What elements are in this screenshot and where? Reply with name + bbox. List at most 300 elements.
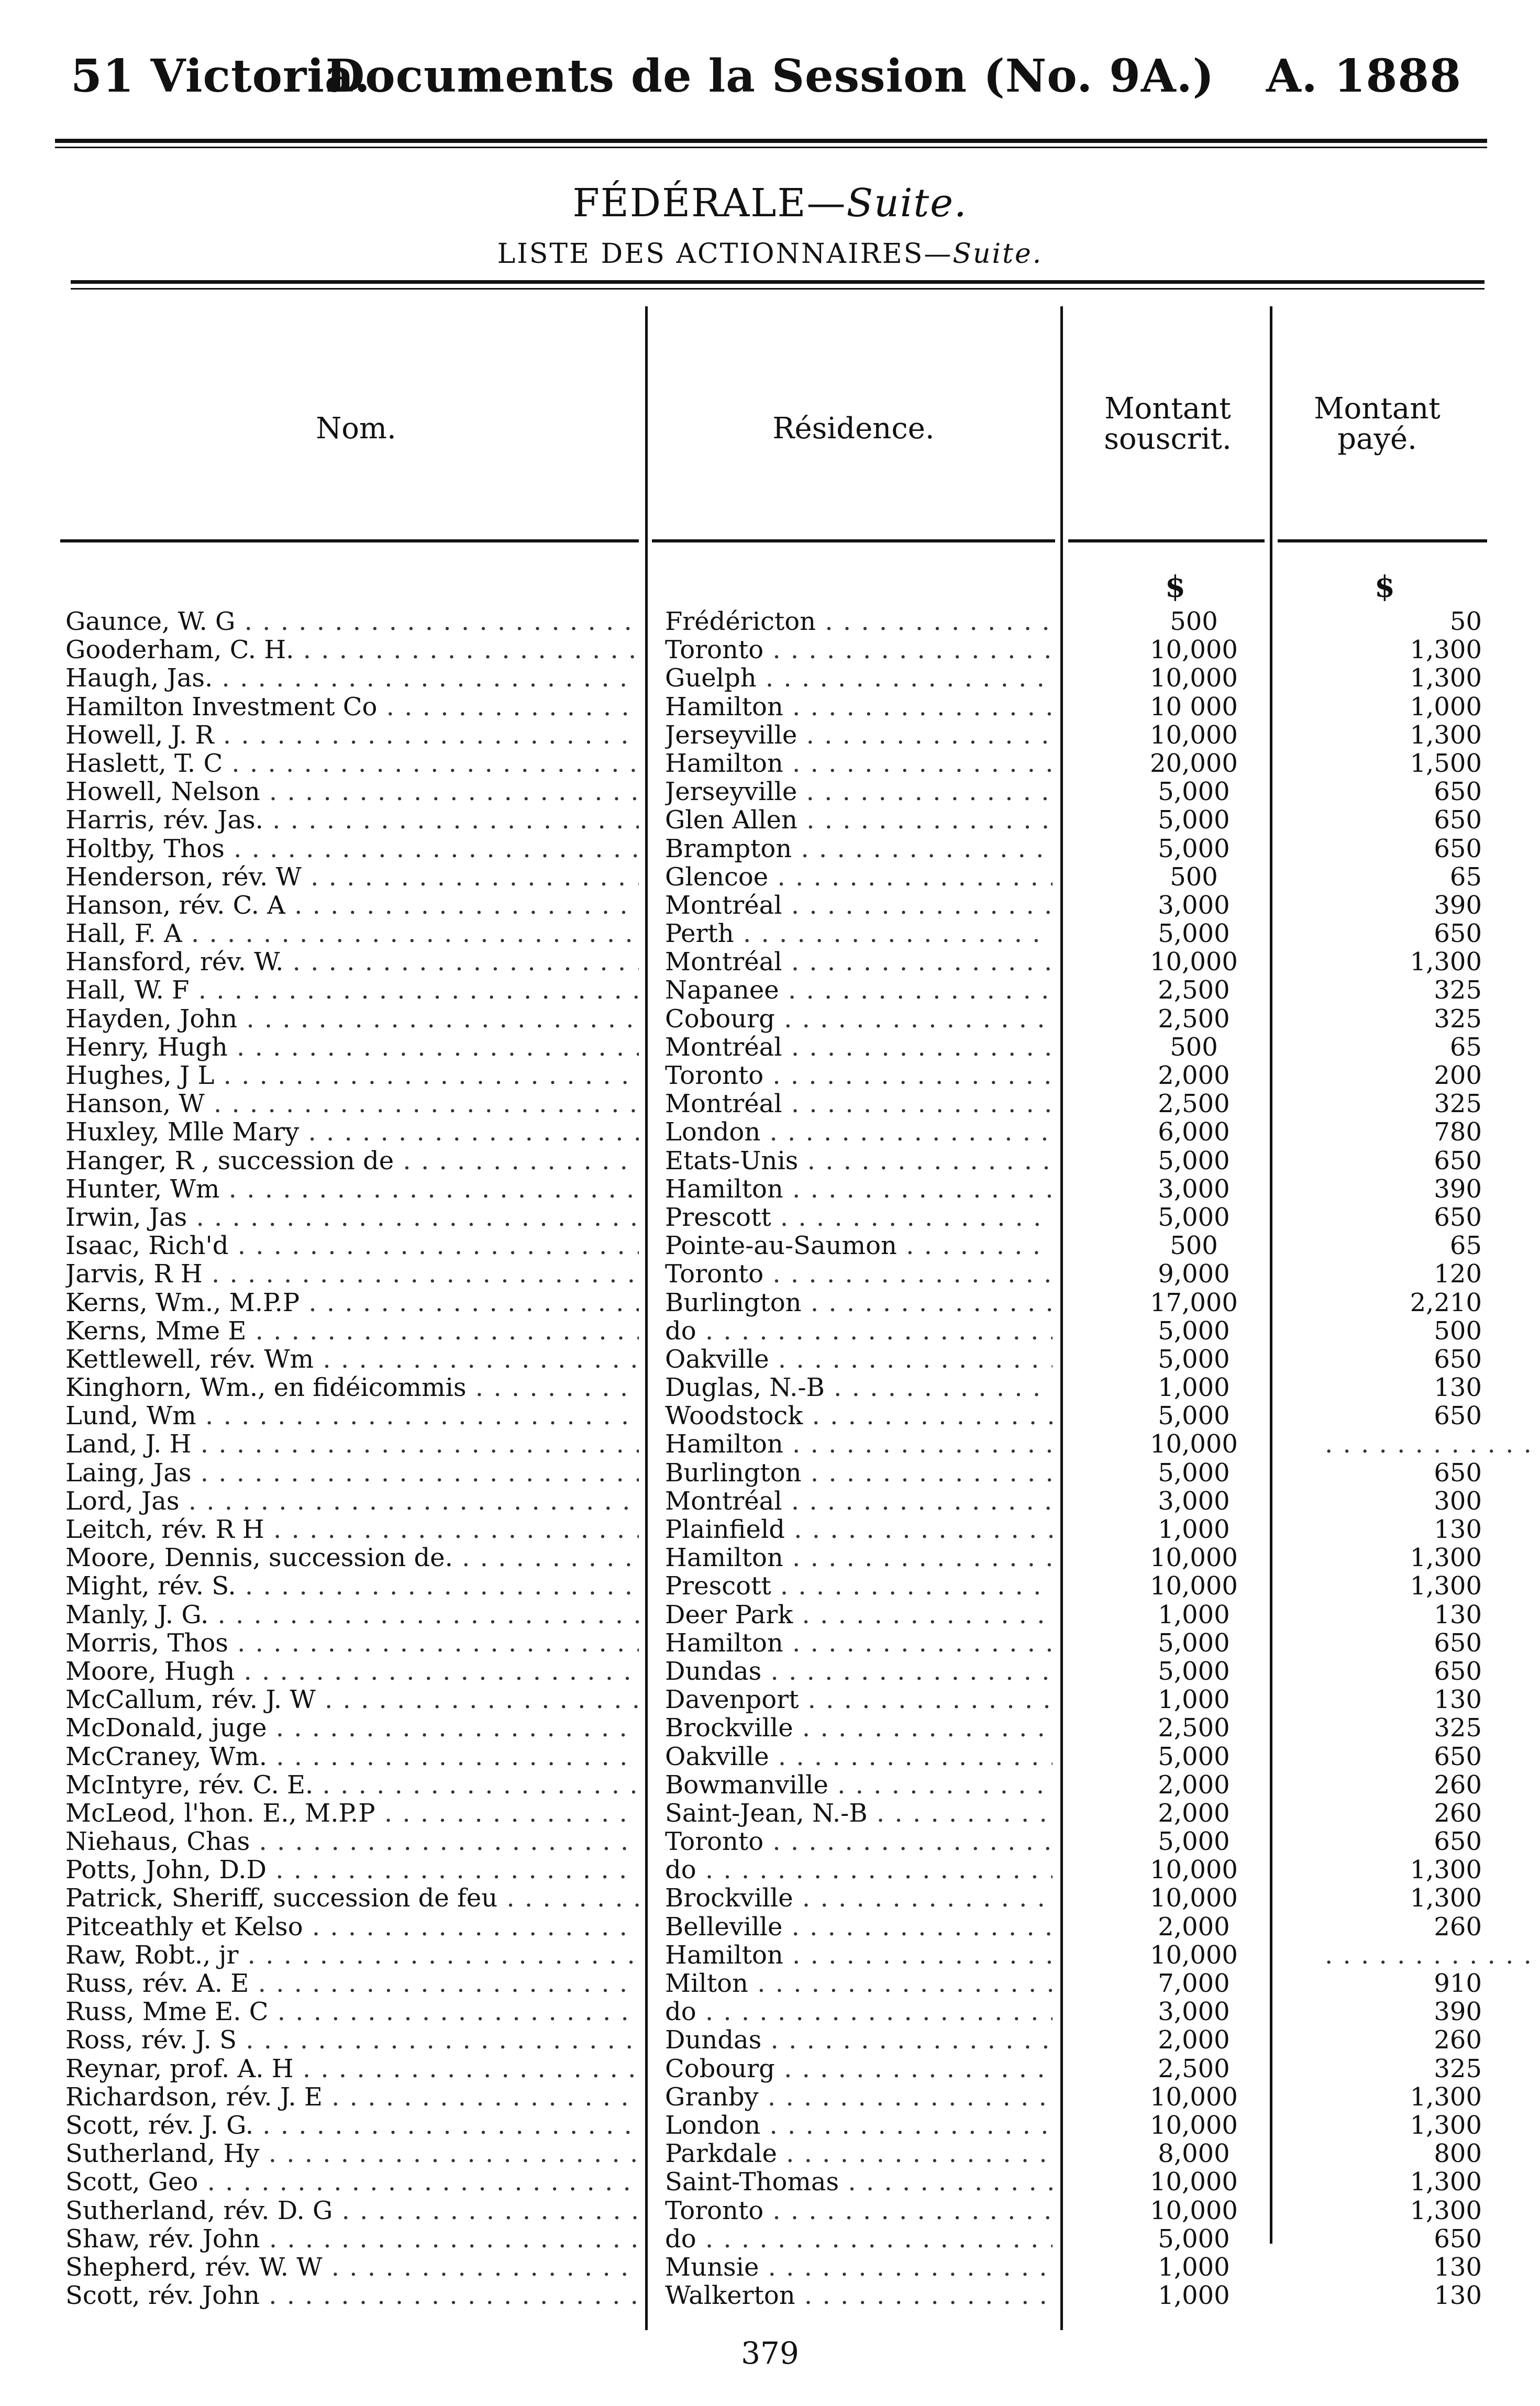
- amount-paid: 130: [1434, 2252, 1482, 2282]
- amount-paid: 1,300: [1410, 1543, 1482, 1573]
- table-row: [0, 1402, 1540, 1430]
- table-row: [0, 919, 1540, 948]
- table-row: [0, 1345, 1540, 1373]
- amount-paid: 1,300: [1410, 663, 1482, 693]
- table-row: [0, 1686, 1540, 1714]
- shareholder-name: Scott, Geo . . .: [65, 2168, 639, 2196]
- shareholder-name: Might, rév. S. . . .: [65, 1572, 639, 1600]
- shareholder-name: Henderson, rév. W . . .: [65, 863, 639, 891]
- shareholder-residence: London . . .: [665, 1118, 1052, 1146]
- shareholder-name: McDonald, juge . . .: [65, 1714, 639, 1742]
- shareholder-residence: Glen Allen . . .: [665, 806, 1052, 834]
- header-rule-thick: [55, 139, 1487, 143]
- shareholder-name: Hunter, Wm . . .: [65, 1175, 639, 1203]
- section-title-text: FÉDÉRALE—: [572, 181, 847, 226]
- column-header-souscrit-line2: souscrit.: [1104, 422, 1232, 456]
- amount-subscribed: 2,500: [1158, 975, 1230, 1005]
- shareholder-name: Niehaus, Chas . . .: [65, 1827, 639, 1856]
- table-row: [0, 607, 1540, 636]
- shareholder-name: Irwin, Jas . . .: [65, 1203, 639, 1232]
- table-row: [0, 1998, 1540, 2026]
- shareholder-residence: Hamilton . . .: [665, 1175, 1052, 1203]
- shareholder-residence: Saint-Jean, N.-B . . .: [665, 1799, 1052, 1827]
- amount-subscribed: 500: [1170, 1231, 1218, 1261]
- amount-subscribed: 3,000: [1158, 1997, 1230, 2027]
- table-row: [0, 1005, 1540, 1033]
- amount-subscribed: 500: [1170, 862, 1218, 892]
- amount-paid: 325: [1434, 1004, 1482, 1034]
- column-header-nom: Nom.: [316, 412, 396, 446]
- shareholder-residence: London . . .: [665, 2111, 1052, 2139]
- amount-paid: 1,300: [1410, 720, 1482, 750]
- table-row: [0, 1544, 1540, 1572]
- shareholder-residence: Toronto . . .: [665, 2197, 1052, 2225]
- table-row: [0, 778, 1540, 806]
- amount-subscribed: 1,000: [1158, 1373, 1230, 1403]
- column-header-paye-line1: Montant: [1314, 392, 1441, 426]
- amount-paid: 650: [1434, 805, 1482, 835]
- shareholder-name: Reynar, prof. A. H . . .: [65, 2055, 639, 2083]
- table-row: [0, 693, 1540, 721]
- column-header-paye: [1288, 394, 1466, 454]
- amount-subscribed: 2,500: [1158, 2054, 1230, 2083]
- table-row: [0, 1629, 1540, 1657]
- table-row: [0, 2026, 1540, 2054]
- section-subtitle: [0, 238, 1540, 270]
- shareholder-residence: Brockville . . .: [665, 1714, 1052, 1742]
- shareholder-name: Morris, Thos . . .: [65, 1629, 639, 1657]
- amount-subscribed: 10,000: [1150, 2082, 1238, 2112]
- table-row: [0, 1771, 1540, 1799]
- shareholder-residence: Jerseyville . . .: [665, 778, 1052, 806]
- table-row: [0, 1203, 1540, 1232]
- shareholder-name: Hanson, W . . .: [65, 1090, 639, 1118]
- table-row: [0, 891, 1540, 919]
- amount-paid: 260: [1434, 1770, 1482, 1800]
- shareholder-name: Russ, rév. A. E . . .: [65, 1969, 639, 1998]
- table-row: [0, 1289, 1540, 1317]
- shareholder-name: McLeod, l'hon. E., M.P.P . . .: [65, 1799, 639, 1827]
- amount-paid: 1,300: [1410, 1855, 1482, 1885]
- amount-subscribed: 8,000: [1158, 2139, 1230, 2169]
- amount-paid: 65: [1449, 862, 1482, 892]
- shareholder-name: Hayden, John . . .: [65, 1005, 639, 1033]
- amount-paid: 1,000: [1410, 692, 1482, 722]
- header-rule-thin: [55, 147, 1487, 148]
- table-row: [0, 1175, 1540, 1203]
- shareholder-residence: Hamilton . . .: [665, 749, 1052, 778]
- shareholder-residence: Cobourg . . .: [665, 1005, 1052, 1033]
- shareholder-name: Laing, Jas . . .: [65, 1459, 639, 1487]
- shareholder-name: Manly, J. G. . . .: [65, 1601, 639, 1629]
- amount-paid: 650: [1434, 1827, 1482, 1857]
- amount-paid: [1325, 1430, 1482, 1458]
- shareholder-name: Hanger, R , succession de . . .: [65, 1147, 639, 1175]
- amount-subscribed: 5,000: [1158, 805, 1230, 835]
- amount-paid: 650: [1434, 1401, 1482, 1431]
- amount-subscribed: 500: [1170, 607, 1218, 636]
- shareholder-name: Gooderham, C. H. . . .: [65, 636, 639, 664]
- amount-subscribed: 10,000: [1150, 947, 1238, 977]
- amount-subscribed: 10,000: [1150, 1543, 1238, 1573]
- shareholder-name: Raw, Robt., jr . . .: [65, 1941, 639, 1969]
- amount-paid: 50: [1449, 607, 1482, 636]
- shareholder-residence: Frédéricton . . .: [665, 607, 1052, 636]
- amount-paid: 130: [1434, 1373, 1482, 1403]
- header-left: 51 Victoria.: [71, 50, 371, 103]
- shareholder-residence: Montréal . . .: [665, 1033, 1052, 1061]
- shareholder-name: Russ, Mme E. C . . .: [65, 1998, 639, 2026]
- amount-subscribed: 3,000: [1158, 1174, 1230, 1204]
- table-row: [0, 1061, 1540, 1090]
- shareholder-residence: do . . .: [665, 2225, 1052, 2253]
- shareholder-residence: Prescott . . .: [665, 1572, 1052, 1600]
- shareholder-residence: Hamilton . . .: [665, 1544, 1052, 1572]
- table-row: [0, 806, 1540, 834]
- amount-subscribed: 3,000: [1158, 890, 1230, 920]
- amount-subscribed: 2,500: [1158, 1004, 1230, 1034]
- table-row: [0, 721, 1540, 749]
- table-row: [0, 1572, 1540, 1600]
- table-row: [0, 1459, 1540, 1487]
- amount-subscribed: 2,500: [1158, 1713, 1230, 1743]
- section-subtitle-suffix: Suite.: [952, 238, 1043, 270]
- shareholder-residence: Toronto . . .: [665, 1827, 1052, 1856]
- amount-subscribed: 10,000: [1150, 663, 1238, 693]
- table-row: [0, 976, 1540, 1004]
- amount-subscribed: 7,000: [1158, 1969, 1230, 1998]
- shareholder-table-body: [0, 607, 1540, 2310]
- shareholder-residence: Plainfield . . .: [665, 1515, 1052, 1544]
- amount-paid: 325: [1434, 1713, 1482, 1743]
- shareholder-residence: Montréal . . .: [665, 1487, 1052, 1515]
- shareholder-residence: Guelph . . .: [665, 664, 1052, 692]
- shareholder-name: Huxley, Mlle Mary . . .: [65, 1118, 639, 1146]
- shareholder-name: Haslett, T. C . . .: [65, 749, 639, 778]
- currency-symbol-souscrit: $: [1165, 570, 1186, 604]
- shareholder-name: Holtby, Thos . . .: [65, 835, 639, 863]
- shareholder-residence: Toronto . . .: [665, 636, 1052, 664]
- table-top-rule-thin: [71, 288, 1484, 290]
- section-subtitle-text: LISTE DES ACTIONNAIRES—: [497, 238, 953, 270]
- shareholder-residence: Bowmanville . . .: [665, 1771, 1052, 1799]
- amount-paid: 780: [1434, 1117, 1482, 1147]
- table-row: [0, 1090, 1540, 1118]
- shareholder-residence: Jerseyville . . .: [665, 721, 1052, 749]
- amount-subscribed: 10,000: [1150, 2110, 1238, 2140]
- table-row: [0, 2281, 1540, 2310]
- shareholder-name: Harris, rév. Jas. . . .: [65, 806, 639, 834]
- shareholder-residence: Milton . . .: [665, 1969, 1052, 1998]
- shareholder-residence: Parkdale . . .: [665, 2139, 1052, 2168]
- shareholder-residence: Hamilton . . .: [665, 1629, 1052, 1657]
- amount-paid: 650: [1434, 1458, 1482, 1488]
- amount-paid: 500: [1434, 1316, 1482, 1346]
- table-row: [0, 1118, 1540, 1146]
- amount-paid: 910: [1434, 1969, 1482, 1998]
- shareholder-name: Leitch, rév. R H . . .: [65, 1515, 639, 1544]
- amount-paid: 650: [1434, 777, 1482, 807]
- amount-subscribed: 1,000: [1158, 2252, 1230, 2282]
- shareholder-name: Hall, F. A . . .: [65, 919, 639, 948]
- shareholder-residence: do . . .: [665, 1856, 1052, 1884]
- shareholder-name: Kerns, Mme E . . .: [65, 1317, 639, 1345]
- amount-paid: 1,300: [1410, 2196, 1482, 2225]
- table-row: [0, 863, 1540, 891]
- amount-subscribed: 5,000: [1158, 1458, 1230, 1488]
- shareholder-residence: do . . .: [665, 1998, 1052, 2026]
- shareholder-residence: Pointe-au-Saumon . . .: [665, 1232, 1052, 1260]
- shareholder-residence: Belleville . . .: [665, 1913, 1052, 1941]
- amount-subscribed: 17,000: [1150, 1288, 1238, 1317]
- amount-paid: 65: [1449, 1231, 1482, 1261]
- amount-paid: 130: [1434, 1685, 1482, 1715]
- amount-paid: 1,300: [1410, 947, 1482, 977]
- table-row: [0, 1743, 1540, 1771]
- section-title: [0, 181, 1540, 226]
- amount-paid: 1,300: [1410, 2082, 1482, 2112]
- amount-subscribed: 2,000: [1158, 1770, 1230, 1800]
- shareholder-name: Richardson, rév. J. E . . .: [65, 2083, 639, 2111]
- shareholder-name: Hanson, rév. C. A . . .: [65, 891, 639, 919]
- shareholder-residence: Oakville . . .: [665, 1743, 1052, 1771]
- column-header-souscrit: [1079, 394, 1257, 454]
- amount-subscribed: 10,000: [1150, 2196, 1238, 2225]
- column-header-souscrit-line1: Montant: [1104, 392, 1231, 426]
- shareholder-name: Shaw, rév. John . . .: [65, 2225, 639, 2253]
- amount-paid: 200: [1434, 1061, 1482, 1090]
- currency-symbol-paye: $: [1375, 570, 1395, 604]
- shareholder-name: Land, J. H . . .: [65, 1430, 639, 1458]
- amount-paid: 300: [1434, 1486, 1482, 1516]
- table-row: [0, 1941, 1540, 1969]
- shareholder-name: Isaac, Rich'd . . .: [65, 1232, 639, 1260]
- amount-subscribed: 5,000: [1158, 1316, 1230, 1346]
- shareholder-name: McCraney, Wm. . . .: [65, 1743, 639, 1771]
- table-row: [0, 1487, 1540, 1515]
- shareholder-residence: Brockville . . .: [665, 1884, 1052, 1912]
- amount-subscribed: 5,000: [1158, 1742, 1230, 1771]
- shareholder-name: Moore, Dennis, succession de. . . .: [65, 1544, 639, 1572]
- shareholder-residence: Munsie . . .: [665, 2253, 1052, 2281]
- table-row: [0, 636, 1540, 664]
- amount-paid: 650: [1434, 919, 1482, 949]
- amount-paid: 390: [1434, 1997, 1482, 2027]
- amount-paid: 390: [1434, 890, 1482, 920]
- table-row: [0, 1827, 1540, 1856]
- amount-subscribed: 2,500: [1158, 1089, 1230, 1119]
- amount-paid: 260: [1434, 2025, 1482, 2055]
- amount-paid: 325: [1434, 2054, 1482, 2083]
- amount-paid: 130: [1434, 1515, 1482, 1544]
- shareholder-residence: Duglas, N.-B . . .: [665, 1373, 1052, 1402]
- amount-subscribed: 5,000: [1158, 834, 1230, 863]
- shareholder-name: Henry, Hugh . . .: [65, 1033, 639, 1061]
- shareholder-name: Jarvis, R H . . .: [65, 1260, 639, 1288]
- shareholder-residence: Saint-Thomas . . .: [665, 2168, 1052, 2196]
- amount-paid: [1325, 1941, 1482, 1969]
- amount-subscribed: 5,000: [1158, 1401, 1230, 1431]
- table-row: [0, 1430, 1540, 1458]
- table-row: [0, 2083, 1540, 2111]
- table-row: [0, 948, 1540, 976]
- shareholder-residence: Hamilton . . .: [665, 693, 1052, 721]
- shareholder-residence: Deer Park . . .: [665, 1601, 1052, 1629]
- shareholder-residence: Montréal . . .: [665, 891, 1052, 919]
- amount-paid: 1,300: [1410, 2167, 1482, 2197]
- table-row: [0, 2139, 1540, 2168]
- table-row: [0, 1657, 1540, 1686]
- shareholder-residence: Dundas . . .: [665, 1657, 1052, 1686]
- shareholder-residence: Montréal . . .: [665, 948, 1052, 976]
- amount-subscribed: 5,000: [1158, 1202, 1230, 1232]
- table-row: [0, 2253, 1540, 2281]
- table-row: [0, 1856, 1540, 1884]
- amount-paid: 1,300: [1410, 1883, 1482, 1913]
- amount-paid: 650: [1434, 1202, 1482, 1232]
- amount-subscribed: 5,000: [1158, 1656, 1230, 1686]
- table-row: [0, 835, 1540, 863]
- page-number: 379: [741, 2335, 799, 2371]
- amount-subscribed: 5,000: [1158, 1146, 1230, 1176]
- shareholder-residence: Oakville . . .: [665, 1345, 1052, 1373]
- column-header-rule-paye: [1278, 539, 1487, 542]
- shareholder-residence: Walkerton . . .: [665, 2281, 1052, 2310]
- shareholder-residence: Granby . . .: [665, 2083, 1052, 2111]
- shareholder-residence: Montréal . . .: [665, 1090, 1052, 1118]
- shareholder-residence: Toronto . . .: [665, 1061, 1052, 1090]
- amount-subscribed: 10,000: [1150, 720, 1238, 750]
- shareholder-name: Pitceathly et Kelso . . .: [65, 1913, 639, 1941]
- shareholder-residence: Brampton . . .: [665, 835, 1052, 863]
- column-header-rule-souscrit: [1068, 539, 1265, 542]
- amount-subscribed: 9,000: [1158, 1259, 1230, 1289]
- table-row: [0, 1714, 1540, 1742]
- shareholder-name: Kinghorn, Wm., en fidéicommis . . .: [65, 1373, 639, 1402]
- amount-paid: 650: [1434, 1742, 1482, 1771]
- amount-subscribed: 5,000: [1158, 919, 1230, 949]
- amount-subscribed: 5,000: [1158, 1827, 1230, 1857]
- shareholder-name: Shepherd, rév. W. W . . .: [65, 2253, 639, 2281]
- amount-paid: 1,300: [1410, 1571, 1482, 1601]
- shareholder-residence: Burlington . . .: [665, 1289, 1052, 1317]
- shareholder-residence: Toronto . . .: [665, 1260, 1052, 1288]
- shareholder-name: Kettlewell, rév. Wm . . .: [65, 1345, 639, 1373]
- amount-subscribed: 10,000: [1150, 635, 1238, 665]
- table-row: [0, 2055, 1540, 2083]
- shareholder-name: Sutherland, Hy . . .: [65, 2139, 639, 2168]
- amount-subscribed: 1,000: [1158, 1685, 1230, 1715]
- amount-subscribed: 1,000: [1158, 2281, 1230, 2311]
- table-row: [0, 1260, 1540, 1288]
- amount-subscribed: 3,000: [1158, 1486, 1230, 1516]
- column-header-rule-nom: [60, 539, 639, 542]
- amount-paid: 260: [1434, 1798, 1482, 1828]
- amount-subscribed: 10,000: [1150, 1883, 1238, 1913]
- amount-subscribed: 500: [1170, 1032, 1218, 1062]
- table-row: [0, 1601, 1540, 1629]
- table-top-rule-thick: [71, 280, 1484, 284]
- table-row: [0, 1884, 1540, 1912]
- amount-paid: 650: [1434, 1656, 1482, 1686]
- amount-paid: 2,210: [1410, 1288, 1482, 1317]
- shareholder-residence: Hamilton . . .: [665, 1430, 1052, 1458]
- amount-subscribed: 1,000: [1158, 1600, 1230, 1629]
- shareholder-name: Howell, Nelson . . .: [65, 778, 639, 806]
- table-row: [0, 1033, 1540, 1061]
- amount-paid: 1,300: [1410, 2110, 1482, 2140]
- amount-paid: 390: [1434, 1174, 1482, 1204]
- shareholder-name: Haugh, Jas. . . .: [65, 664, 639, 692]
- amount-subscribed: 5,000: [1158, 1628, 1230, 1658]
- table-row: [0, 1373, 1540, 1402]
- amount-subscribed: 6,000: [1158, 1117, 1230, 1147]
- column-header-rule-residence: [652, 539, 1055, 542]
- amount-subscribed: 2,000: [1158, 1061, 1230, 1090]
- shareholder-name: Ross, rév. J. S . . .: [65, 2026, 639, 2054]
- amount-subscribed: 2,000: [1158, 1798, 1230, 1828]
- shareholder-name: Hall, W. F . . .: [65, 976, 639, 1004]
- amount-subscribed: 10,000: [1150, 1855, 1238, 1885]
- amount-subscribed: 5,000: [1158, 2224, 1230, 2254]
- shareholder-name: Lund, Wm . . .: [65, 1402, 639, 1430]
- amount-subscribed: 5,000: [1158, 777, 1230, 807]
- table-row: [0, 1969, 1540, 1998]
- amount-paid: 325: [1434, 1089, 1482, 1119]
- shareholder-name: Hamilton Investment Co . . .: [65, 693, 639, 721]
- shareholder-name: Moore, Hugh . . .: [65, 1657, 639, 1686]
- shareholder-residence: Davenport . . .: [665, 1686, 1052, 1714]
- shareholder-name: McCallum, rév. J. W . . .: [65, 1686, 639, 1714]
- shareholder-residence: Napanee . . .: [665, 976, 1052, 1004]
- amount-subscribed: 20,000: [1150, 748, 1238, 778]
- amount-paid: 650: [1434, 2224, 1482, 2254]
- table-row: [0, 1913, 1540, 1941]
- shareholder-residence: Hamilton . . .: [665, 1941, 1052, 1969]
- shareholder-residence: Glencoe . . .: [665, 863, 1052, 891]
- shareholder-residence: Woodstock . . .: [665, 1402, 1052, 1430]
- table-row: [0, 2168, 1540, 2196]
- amount-subscribed: 10,000: [1150, 1571, 1238, 1601]
- amount-subscribed: 10 000: [1150, 692, 1238, 722]
- amount-paid: 650: [1434, 834, 1482, 863]
- table-row: [0, 1799, 1540, 1827]
- amount-subscribed: 10,000: [1150, 1429, 1238, 1459]
- amount-paid: 650: [1434, 1146, 1482, 1176]
- shareholder-name: McIntyre, rév. C. E. . . .: [65, 1771, 639, 1799]
- shareholder-residence: Burlington . . .: [665, 1459, 1052, 1487]
- shareholder-residence: do . . .: [665, 1317, 1052, 1345]
- table-row: [0, 664, 1540, 692]
- shareholder-name: Scott, rév. John . . .: [65, 2281, 639, 2310]
- amount-subscribed: 1,000: [1158, 1515, 1230, 1544]
- shareholder-name: Potts, John, D.D . . .: [65, 1856, 639, 1884]
- amount-paid: 1,500: [1410, 748, 1482, 778]
- table-row: [0, 1147, 1540, 1175]
- column-header-paye-line2: payé.: [1337, 422, 1417, 456]
- column-header-residence: Résidence.: [772, 412, 935, 446]
- amount-subscribed: 10,000: [1150, 2167, 1238, 2197]
- amount-subscribed: 5,000: [1158, 1344, 1230, 1374]
- shareholder-name: Howell, J. R . . .: [65, 721, 639, 749]
- table-row: [0, 1515, 1540, 1544]
- amount-paid: 650: [1434, 1628, 1482, 1658]
- table-row: [0, 1317, 1540, 1345]
- table-row: [0, 749, 1540, 778]
- section-title-suffix: Suite.: [846, 181, 968, 226]
- amount-subscribed: 2,000: [1158, 2025, 1230, 2055]
- amount-subscribed: 2,000: [1158, 1912, 1230, 1942]
